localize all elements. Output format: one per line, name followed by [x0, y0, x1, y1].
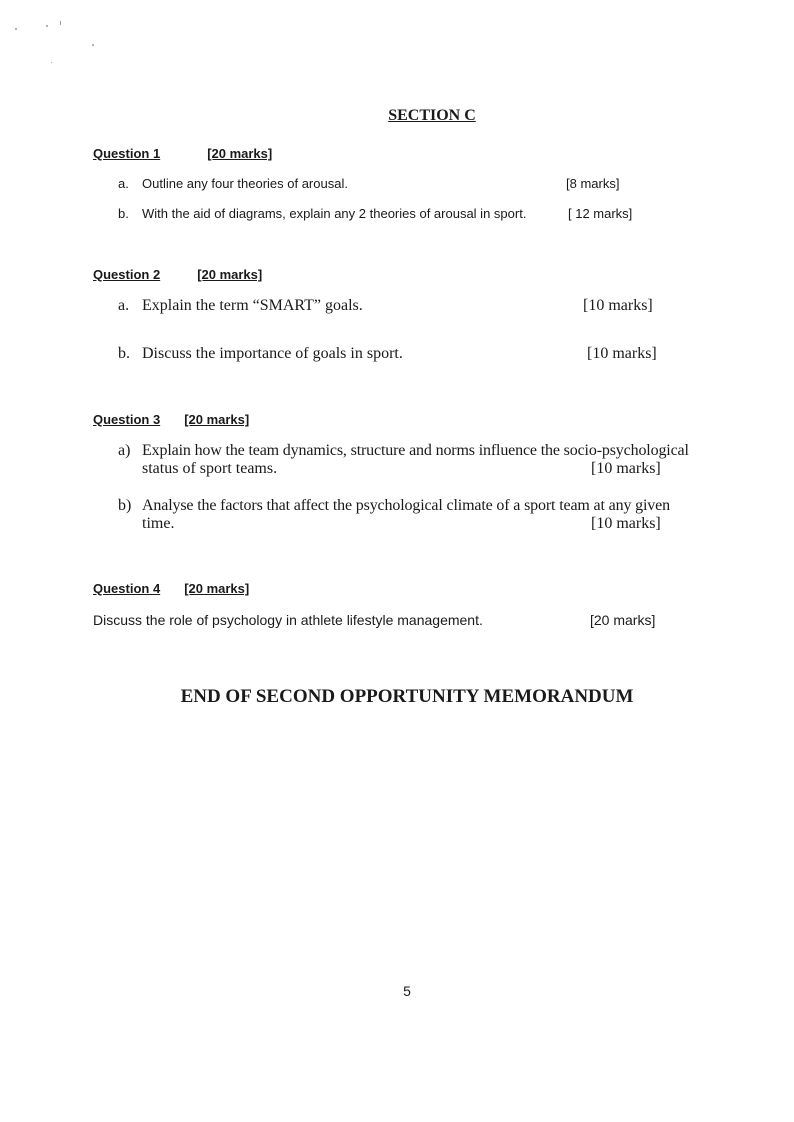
item-marks: [10 marks]	[583, 297, 653, 314]
scan-speck	[60, 21, 61, 25]
item-text: Analyse the factors that affect the psychological climate of a sport team at any given	[142, 497, 670, 514]
item-marker: a.	[118, 176, 129, 191]
item-marks: [8 marks]	[566, 176, 620, 191]
question-marks-right: [20 marks]	[590, 612, 656, 628]
question-label: Question 4	[93, 581, 161, 596]
question-3-heading	[93, 412, 249, 427]
scan-speck	[51, 62, 52, 63]
question-4-heading	[93, 581, 249, 596]
question-marks: [20 marks]	[207, 146, 273, 161]
scan-speck	[46, 25, 48, 27]
item-marks: [10 marks]	[591, 515, 661, 532]
question-text: Discuss the role of psychology in athlete lifestyle management.	[93, 612, 483, 628]
item-marker: b)	[118, 497, 132, 514]
question-marks: [20 marks]	[184, 412, 250, 427]
item-marker: b.	[118, 345, 130, 362]
scan-speck	[92, 44, 94, 46]
item-text: Discuss the importance of goals in sport.	[142, 345, 403, 362]
question-label: Question 2	[93, 267, 161, 282]
scan-speck	[15, 28, 17, 30]
item-marker: b.	[118, 206, 129, 221]
item-marker: a.	[118, 297, 130, 314]
question-2-heading	[93, 267, 262, 282]
item-marks: [10 marks]	[587, 345, 657, 362]
question-label: Question 1	[93, 146, 161, 161]
question-marks: [20 marks]	[197, 267, 263, 282]
item-text: Outline any four theories of arousal.	[142, 176, 348, 191]
question-label: Question 3	[93, 412, 161, 427]
page-number: 5	[403, 983, 411, 999]
end-title: END OF SECOND OPPORTUNITY MEMORANDUM	[180, 686, 634, 707]
item-marker: a)	[118, 442, 131, 459]
item-text: time.	[142, 515, 175, 532]
item-text: Explain how the team dynamics, structure and norms influence the socio-psychological	[142, 442, 689, 459]
item-marks: [ 12 marks]	[568, 206, 633, 221]
question-marks: [20 marks]	[184, 581, 250, 596]
item-text: With the aid of diagrams, explain any 2 theories of arousal in sport.	[142, 206, 527, 221]
item-text: status of sport teams.	[142, 460, 278, 477]
item-marks: [10 marks]	[591, 460, 661, 477]
item-text: Explain the term “SMART” goals.	[142, 297, 363, 314]
question-1-heading	[93, 146, 272, 161]
section-title: SECTION C	[388, 107, 476, 124]
